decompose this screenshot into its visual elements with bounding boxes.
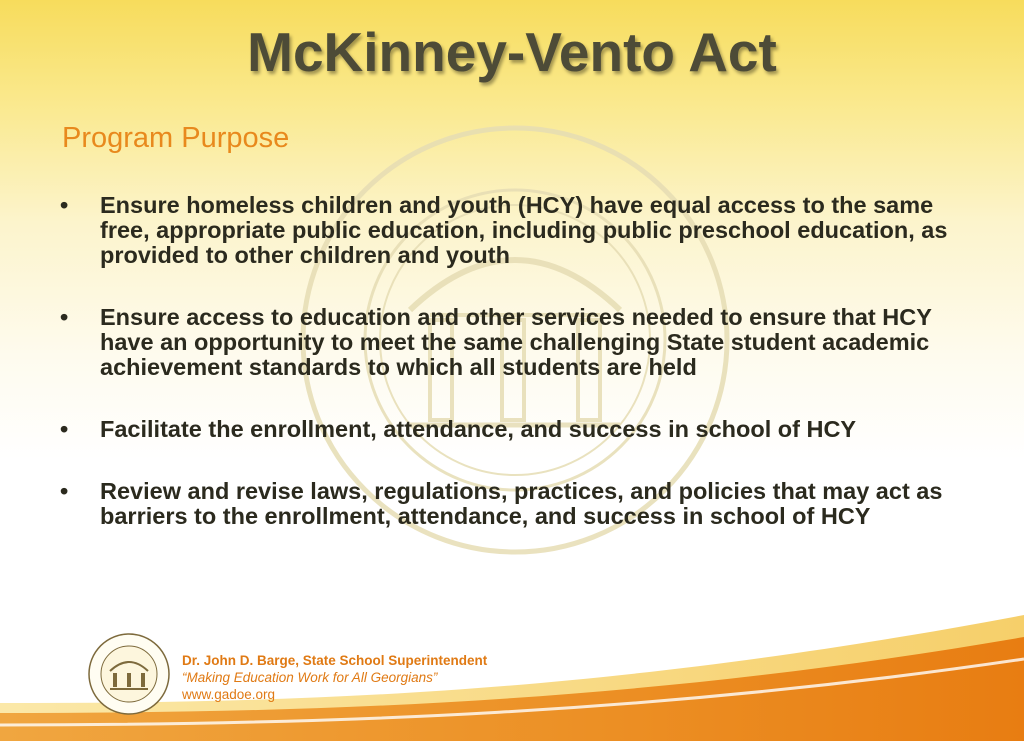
footer-info [182, 652, 487, 703]
bullet-text: Facilitate the enrollment, attendance, and success in school of HCY [100, 416, 857, 442]
bullet-item [58, 479, 963, 529]
bullet-icon: • [60, 304, 69, 330]
slide-title: McKinney-Vento Act [247, 21, 777, 83]
footer-motto: “Making Education Work for All Georgians” [182, 670, 438, 685]
bullet-text: Review and revise laws, regulations, practices, and policies that may act as barriers to the enrollment, attendance, and success in school of HCY [100, 478, 943, 529]
website-link[interactable]: www.gadoe.org [182, 687, 276, 702]
bullet-item [58, 305, 963, 380]
department-seal-logo [88, 633, 170, 715]
bullet-icon: • [60, 478, 69, 504]
bullet-list [58, 193, 963, 566]
superintendent-name: Dr. John D. Barge, State School Superintendent [182, 653, 488, 668]
bullet-text: Ensure homeless children and youth (HCY) have equal access to the same free, appropriate public education, including public preschool education, as provided to other children and youth [100, 192, 948, 268]
bullet-text: Ensure access to education and other services needed to ensure that HCY have an opportunity to meet the same challenging State student academic achievement standards to which all students are held [100, 304, 932, 380]
slide-subtitle: Program Purpose [62, 122, 290, 154]
bullet-icon: • [60, 416, 69, 442]
bullet-icon: • [60, 192, 69, 218]
bullet-item [58, 193, 963, 268]
bullet-item [58, 417, 963, 442]
